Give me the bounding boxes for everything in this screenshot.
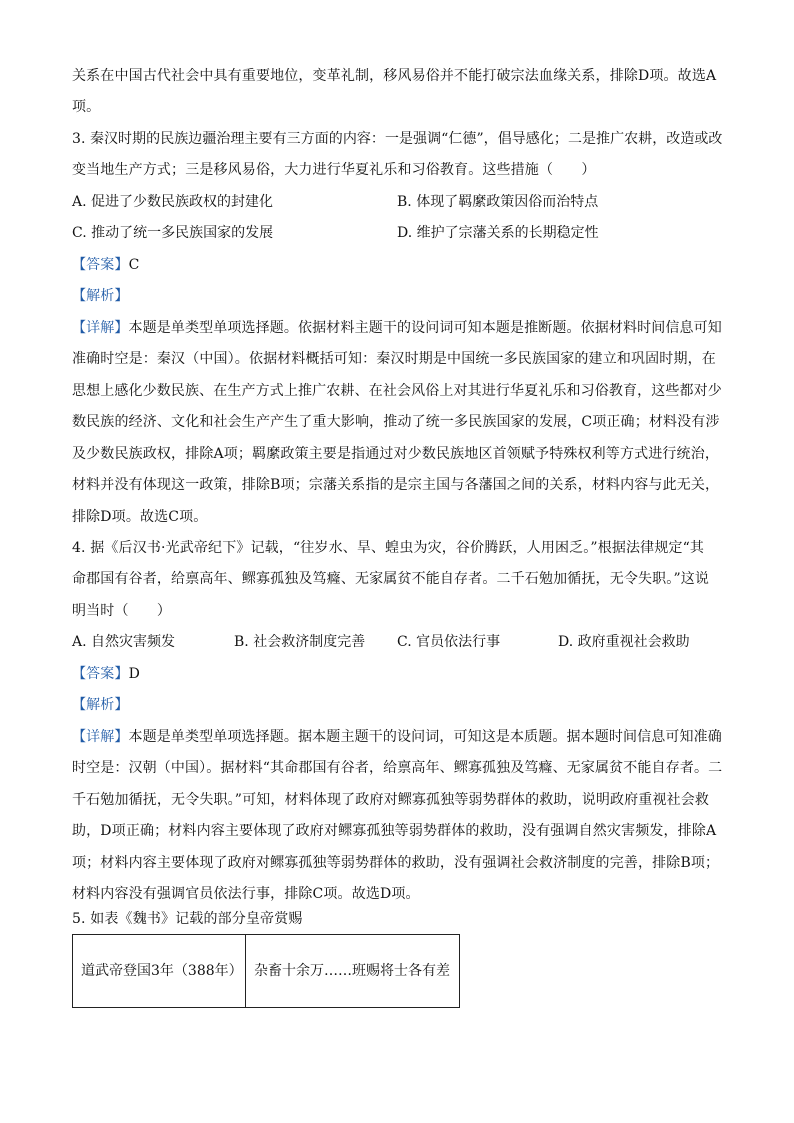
q4-answer-value: D bbox=[128, 666, 140, 682]
q4-answer bbox=[72, 664, 140, 684]
q4-detail-line-1 bbox=[72, 727, 722, 747]
q3-stem-line-2: 变当地生产方式；三是移风易俗，大力进行华夏礼乐和习俗教育。这些措施（ ） bbox=[72, 162, 596, 178]
q4-detail-line-4: 助，D项正确；材料内容主要体现了政府对鳏寡孤独等弱势群体的救助，没有强调自然灾害频发，排除A bbox=[72, 823, 717, 839]
q3-detail-text-1: 本题是单类型单项选择题。依据材料主题干的设问词可知本题是推断题。依据材料时间信息可知 bbox=[128, 320, 722, 336]
q5-stem: 5. 如表《魏书》记载的部分皇帝赏赐 bbox=[72, 911, 303, 927]
q3-detail-line-5: 及少数民族政权，排除A项；羁縻政策主要是指通过对少数民族地区首领赋予特殊权利等方式进行统治， bbox=[72, 446, 720, 462]
q4-analysis-tag: 【解析】 bbox=[72, 697, 129, 713]
q4-detail-line-5: 项；材料内容主要体现了政府对鳏寡孤独等弱势群体的救助，没有强调社会救济制度的完善，排除B项； bbox=[72, 855, 720, 871]
q4-answer-tag: 【答案】 bbox=[72, 666, 129, 682]
q3-stem-line-1: 3. 秦汉时期的民族边疆治理主要有三方面的内容：一是强调“仁德”，倡导感化；二是推广农耕，改造或改 bbox=[72, 131, 723, 147]
q3-detail-line-2: 准确时空是：秦汉（中国）。依据材料概括可知：秦汉时期是中国统一多民族国家的建立和巩固时期，在 bbox=[72, 351, 716, 367]
q4-detail-line-6: 材料内容没有强调官员依法行事，排除C项。故选D项。 bbox=[72, 886, 420, 902]
q3-detail-line-1 bbox=[72, 318, 722, 338]
q4-stem-line-1: 4. 据《后汉书·光武帝纪下》记载，“往岁水、旱、蝗虫为灾，谷价腾跃，人用困乏。”根据法律规定“其 bbox=[72, 540, 705, 556]
q4-detail-tag: 【详解】 bbox=[72, 729, 129, 745]
q4-stem-line-3: 明当时（ ） bbox=[72, 603, 172, 619]
q3-detail-line-4: 数民族的经济、文化和社会生产产生了重大影响，推动了统一多民族国家的发展，C项正确；材料没有涉 bbox=[72, 414, 720, 430]
q3-answer-value: C bbox=[128, 257, 140, 273]
q4-option-d: D. 政府重视社会救助 bbox=[558, 634, 690, 650]
q4-detail-text-1: 本题是单类型单项选择题。据本题主题干的设问词，可知这是本质题。据本题时间信息可知准确 bbox=[128, 729, 722, 745]
q3-answer-tag: 【答案】 bbox=[72, 257, 129, 273]
q3-detail-tag: 【详解】 bbox=[72, 320, 129, 336]
q3-detail-line-7: 排除D项。故选C项。 bbox=[72, 509, 208, 525]
q3-detail-line-6: 材料并没有体现这一政策，排除B项；宗藩关系指的是宗主国与各藩国之间的关系，材料内容与此无关， bbox=[72, 477, 720, 493]
q3-option-a: A. 促进了少数民族政权的封建化 bbox=[72, 194, 274, 210]
q3-analysis-tag: 【解析】 bbox=[72, 288, 129, 304]
q3-analysis-heading bbox=[72, 286, 129, 306]
q3-option-b: B. 体现了羁縻政策因俗而治特点 bbox=[397, 194, 599, 210]
q4-option-b: B. 社会救济制度完善 bbox=[234, 634, 366, 650]
prev-analysis-line-1: 关系在中国古代社会中具有重要地位，变革礼制，移风易俗并不能打破宗法血缘关系，排除D项。故选A bbox=[72, 68, 717, 84]
prev-analysis-line-2: 项。 bbox=[72, 99, 101, 115]
q4-stem-line-2: 命郡国有谷者，给禀高年、鳏寡孤独及笃癃、无家属贫不能自存者。二千石勉加循抚，无令失职。”这说 bbox=[72, 571, 710, 587]
q3-option-d: D. 维护了宗藩关系的长期稳定性 bbox=[397, 225, 599, 241]
q4-detail-line-2: 时空是：汉朝（中国）。据材料“其命郡国有谷者，给禀高年、鳏寡孤独及笃癃、无家属贫不能自存者。二 bbox=[72, 760, 723, 776]
q4-option-a: A. 自然灾害频发 bbox=[72, 634, 176, 650]
q5-table bbox=[72, 934, 460, 1008]
q4-analysis-heading bbox=[72, 695, 129, 715]
q3-option-c: C. 推动了统一多民族国家的发展 bbox=[72, 225, 274, 241]
table-row bbox=[73, 935, 460, 1008]
table-cell-reward: 杂畜十余万……班赐将士各有差 bbox=[246, 935, 460, 1008]
q4-detail-line-3: 千石勉加循抚，无令失职。”可知，材料体现了政府对鳏寡孤独等弱势群体的救助，说明政府重视社会救 bbox=[72, 792, 710, 808]
q3-answer bbox=[72, 255, 139, 275]
table-cell-reign: 道武帝登国3年（388年） bbox=[73, 935, 246, 1008]
q4-option-c: C. 官员依法行事 bbox=[397, 634, 501, 650]
q3-detail-line-3: 思想上感化少数民族、在生产方式上推广农耕、在社会风俗上对其进行华夏礼乐和习俗教育，这些都对少 bbox=[72, 383, 722, 399]
